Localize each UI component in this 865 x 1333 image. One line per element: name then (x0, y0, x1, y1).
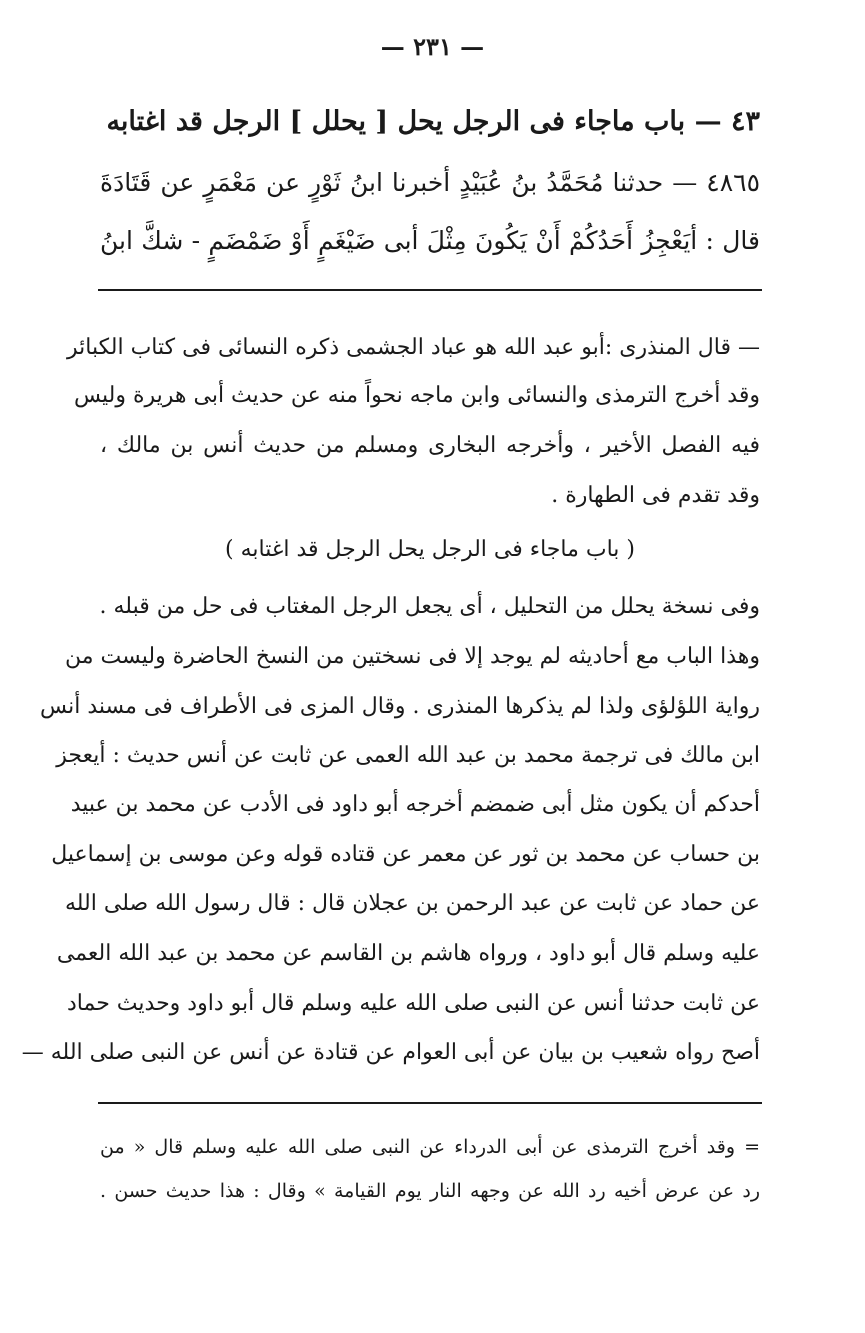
commentary-line: وفى نسخة يحلل من التحليل ، أى يجعل الرجل المغتاب فى حل من قبله . (99, 594, 760, 619)
commentary-line: رواية اللؤلؤى ولذا لم يذكرها المنذرى . وقال المزى فى الأطراف فى مسند أنس (40, 694, 760, 719)
footnote-line: = وقد أخرج الترمذى عن أبى الدرداء عن النبى صلى الله عليه وسلم قال « من (100, 1136, 760, 1158)
commentary-line: أصح رواه شعيب بن بيان عن أبى العوام عن قتادة عن أنس عن النبى صلى الله — (21, 1040, 760, 1065)
commentary-line: فيه الفصل الأخير ، وأخرجه البخارى ومسلم من حديث أنس بن مالك ، (100, 433, 760, 458)
hadith-line: قال : أيَعْجِزُ أَحَدُكُمْ أَنْ يَكُونَ مِثْلَ أبى ضَيْغَمٍ أَوْ ضَمْضَمٍ - شكَّ ابنُ (100, 226, 760, 255)
commentary-line: عن حماد عن ثابت عن عبد الرحمن بن عجلان قال : قال رسول الله صلى الله (64, 891, 760, 916)
commentary-line: — قال المنذرى :أبو عبد الله هو عباد الجشمى ذكره النسائى فى كتاب الكبائر (67, 335, 760, 360)
section-divider (98, 289, 762, 291)
commentary-line: عليه وسلم قال أبو داود ، ورواه هاشم بن القاسم عن محمد بن عبد الله العمى (56, 941, 760, 966)
page-number: — ٢٣١ — (380, 32, 485, 61)
commentary-line: وقد أخرج الترمذى والنسائى وابن ماجه نحواً منه عن حديث أبى هريرة وليس (73, 383, 760, 408)
commentary-line: وهذا الباب مع أحاديثه لم يوجد إلا فى نسختين من النسخ الحاضرة وليست من (65, 644, 760, 669)
commentary-line: بن حساب عن محمد بن ثور عن معمر عن قتاده قوله وعن موسى بن إسماعيل (51, 842, 760, 867)
commentary-line: ابن مالك فى ترجمة محمد بن عبد الله العمى عن ثابت عن أنس حديث : أيعجز (56, 743, 760, 768)
hadith-line: ٤٨٦٥ — حدثنا مُحَمَّدُ بنُ عُبَيْدٍ أخبرنا ابنُ ثَوْرٍ عن مَعْمَرٍ عن قَتَادَةَ (100, 168, 760, 197)
commentary-line: وقد تقدم فى الطهارة . (551, 483, 760, 508)
commentary-line: عن ثابت حدثنا أنس عن النبى صلى الله عليه وسلم قال أبو داود وحديث حماد (67, 991, 760, 1016)
footnote-divider (98, 1102, 762, 1104)
footnote-line: رد عن عرض أخيه رد الله عن وجهه النار يوم القيامة » وقال : هذا حديث حسن . (100, 1180, 760, 1202)
chapter-heading: ٤٣ — باب ماجاء فى الرجل يحل [ يحلل ] الرجل قد اغتابه (106, 106, 760, 137)
commentary-subheading: ( باب ماجاء فى الرجل يحل الرجل قد اغتابه ) (225, 537, 635, 562)
commentary-line: أحدكم أن يكون مثل أبى ضمضم أخرجه أبو داود فى الأدب عن محمد بن عبيد (70, 792, 760, 817)
